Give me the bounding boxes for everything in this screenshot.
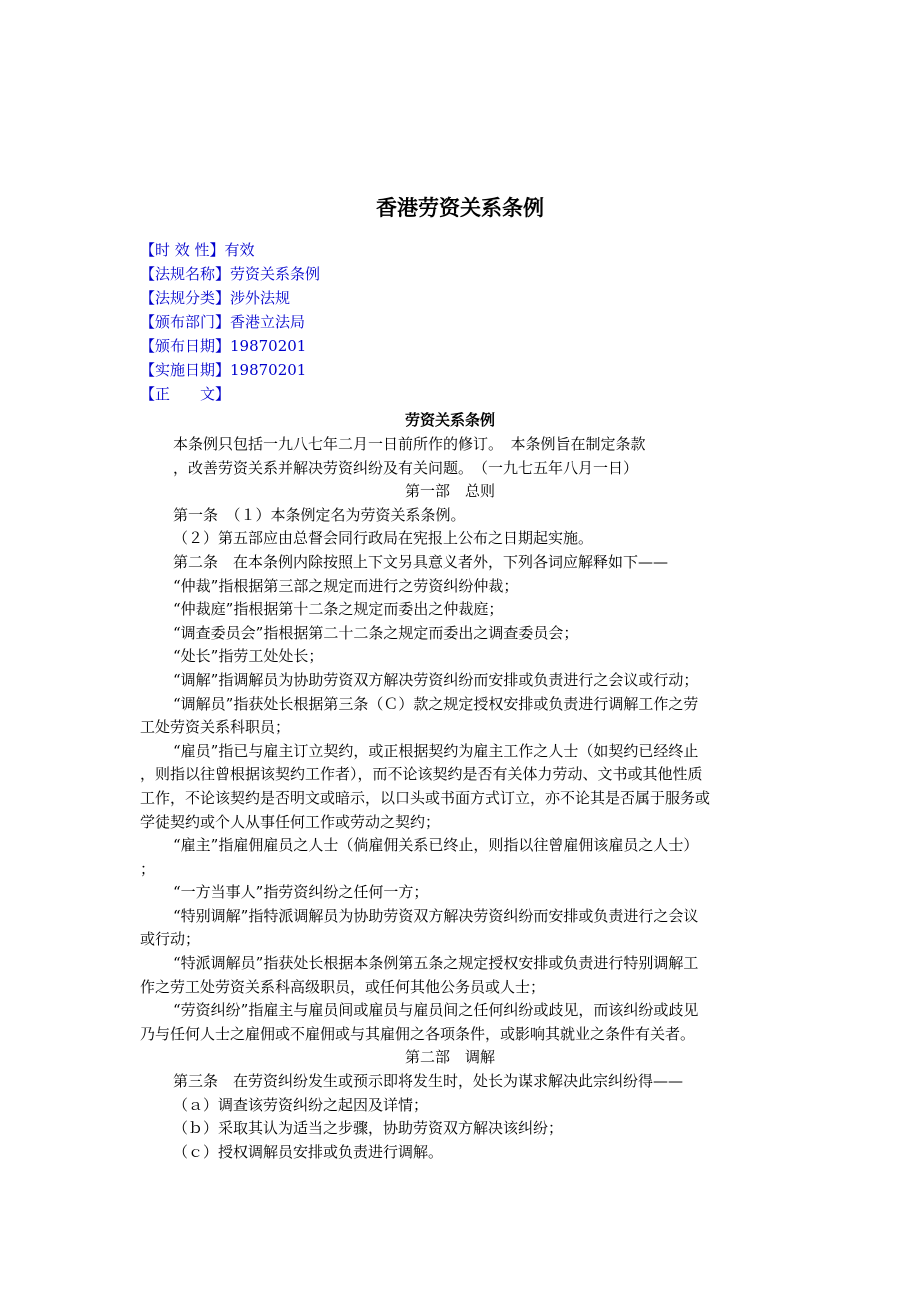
definition-line: 乃与任何人士之雇佣或不雇佣或与其雇佣之各项条件，或影响其就业之条件有关者。 [140,1024,696,1043]
document-body [140,407,760,1164]
definition-line: ，则指以往曾根据该契约工作者），而不论该契约是否有关体力劳动、文书或其他性质 [140,765,703,784]
definition-line: 学徒契约或个人从事任何工作或劳动之契约； [140,812,441,831]
meta-law-name: 【法规名称】劳资关系条例 [140,265,321,283]
definition-line: “劳资纠纷”指雇主与雇员间或雇员与雇员间之任何纠纷或歧见，而该纠纷或歧见 [173,1001,699,1020]
part-heading: 第二部 调解 [404,1048,495,1067]
meta-validity: 【时 效 性】有效 [140,241,255,259]
ordinance-title: 劳资关系条例 [404,411,495,429]
meta-category: 【法规分类】涉外法规 [140,289,291,307]
article-item: （ａ）调查该劳资纠纷之起因及详情； [173,1095,429,1114]
article-line: （２）第五部应由总督会同行政局在宪报上公布之日期起实施。 [173,529,594,548]
article-line: 第一条 （１）本条例定名为劳资关系条例。 [173,505,466,524]
article-line: 第二条 在本条例内除按照上下文另具意义者外，下列各词应解释如下—— [173,552,669,571]
intro-line: 本条例只包括一九八七年二月一日前所作的修订。 本条例旨在制定条款 [173,435,646,453]
definition-line: 工处劳资关系科职员； [140,718,291,737]
definition-line: ； [140,859,156,878]
article-item: （ｂ）采取其认为适当之步骤，协助劳资双方解决该纠纷； [173,1119,564,1138]
meta-issuer: 【颁布部门】香港立法局 [140,313,306,331]
definition-line: “调查委员会”指根据第二十二条之规定而委出之调查委员会； [173,623,579,642]
definition-line: 工作，不论该契约是否明文或暗示，以口头或书面方式订立，亦不论其是否属于服务或 [140,788,711,807]
meta-effective-date: 【实施日期】19870201 [140,361,307,379]
definition-line: “特派调解员”指获处长根据本条例第五条之规定授权安排或负责进行特别调解工 [173,954,699,973]
meta-body-label: 【正 文】 [140,385,231,403]
definition-line: “特别调解”指特派调解员为协助劳资双方解决劳资纠纷而安排或负责进行之会议 [173,906,699,925]
definition-line: “处长”指劳工处处长； [173,647,324,666]
metadata-block [140,238,780,406]
definition-line: “雇主”指雇佣雇员之人士（倘雇佣关系已终止，则指以往曾雇佣该雇员之人士） [173,836,699,855]
definition-line: 或行动； [140,930,201,949]
intro-line: ，改善劳资关系并解决劳资纠纷及有关问题。 （一九七五年八月一日） [173,458,639,477]
definition-line: “调解员”指获处长根据第三条（Ｃ）款之规定授权安排或负责进行调解工作之劳 [173,694,699,713]
definition-line: “雇员”指已与雇主订立契约，或正根据契约为雇主工作之人士（如契约已经终止 [173,741,699,760]
definition-line: “调解”指调解员为协助劳资双方解决劳资纠纷而安排或负责进行之会议或行动； [173,670,699,689]
part-heading: 第一部 总则 [404,482,495,501]
article-line: 第三条 在劳资纠纷发生或预示即将发生时，处长为谋求解决此宗纠纷得—— [173,1072,684,1091]
definition-line: “一方当事人”指劳资纠纷之任何一方； [173,883,429,902]
meta-issue-date: 【颁布日期】19870201 [140,337,307,355]
definition-line: “仲裁庭”指根据第十二条之规定而委出之仲裁庭； [173,600,504,619]
article-item: （ｃ）授权调解员安排或负责进行调解。 [173,1142,444,1161]
document-title: 香港劳资关系条例 [376,195,544,220]
definition-line: 作之劳工处劳资关系科高级职员，或任何其他公务员或人士； [140,977,546,996]
definition-line: “仲裁”指根据第三部之规定而进行之劳资纠纷仲裁； [173,576,519,595]
